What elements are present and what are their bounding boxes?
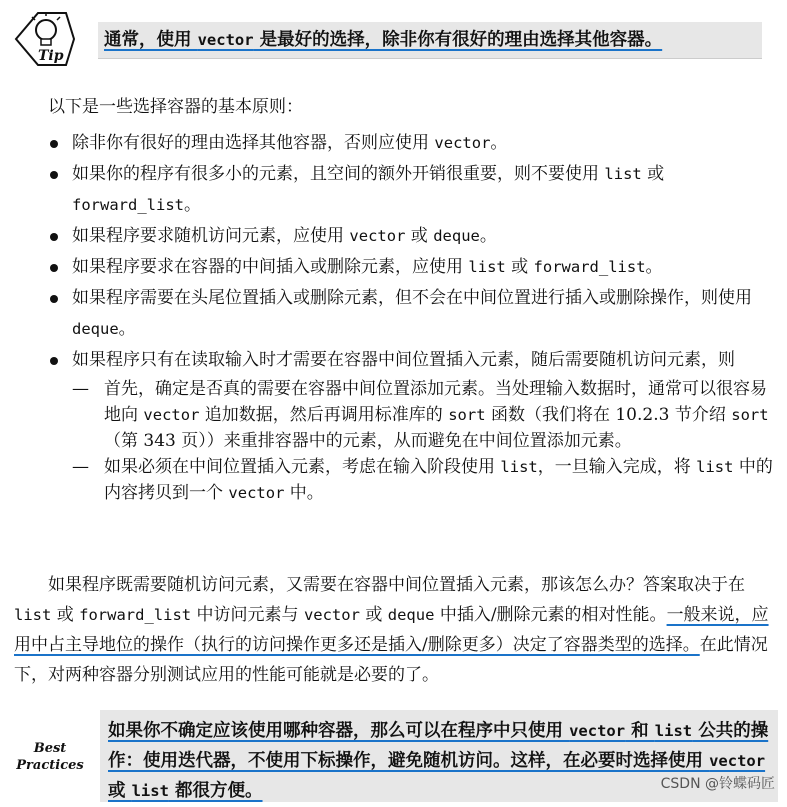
list-item: 如果你的程序有很多小的元素，且空间的额外开销很重要，则不要使用 list 或 forward_list。 <box>72 159 776 221</box>
best-practices-text: 如果你不确定应该使用哪种容器，那么可以在程序中只使用 vector 和 list 公共的操作：使用迭代器，不使用下标操作，避免随机访问。这样，在必要时选择使用 vector 或 list 都很方便。 <box>108 721 769 801</box>
sub-list-item: — 首先，确定是否真的需要在容器中间位置添加元素。当处理输入数据时，通常可以很容易地向 vector 追加数据，然后再调用标准库的 sort 函数（我们将在 10.2.3 节介绍 sort（第 343 页））来重排容器中的元素，从而避免在中间位置添加元素。 <box>104 376 776 454</box>
guideline-list <box>0 128 787 506</box>
list-item: 如果程序要求随机访问元素，应使用 vector 或 deque。 <box>72 221 776 252</box>
lightbulb-tip-icon <box>8 8 82 70</box>
best-label: Best <box>33 741 67 756</box>
intro-text: 以下是一些选择容器的基本原则： <box>48 97 303 117</box>
sub-list-item: — 如果必须在中间位置插入元素，考虑在输入阶段使用 list，一旦输入完成，将 list 中的内容拷贝到一个 vector 中。 <box>104 454 776 506</box>
tip-label: Tip <box>38 48 64 64</box>
watermark: CSDN @铃蝶码匠 <box>660 776 775 792</box>
tip-text: 通常，使用 vector 是最好的选择，除非你有很好的理由选择其他容器。 <box>104 30 663 50</box>
dash-marker: — <box>72 457 89 477</box>
best-practices-icon <box>12 736 88 776</box>
list-item: 如果程序需要在头尾位置插入或删除元素，但不会在中间位置进行插入或删除操作，则使用 deque。 <box>72 283 776 345</box>
highlighted-sentence: 一般来说，应用中占主导地位的操作（执行的访问操作更多还是插入/删除更多）决定了容器类型的选择。 <box>14 605 769 655</box>
practices-label: Practices <box>16 758 84 773</box>
list-item: 除非你有很好的理由选择其他容器，否则应使用 vector。 <box>72 128 776 159</box>
tip-callout <box>8 8 768 62</box>
body-paragraph: 如果程序既需要随机访问元素，又需要在容器中间位置插入元素，那该怎么办？答案取决于在 list 或 forward_list 中访问元素与 vector 或 deque 中插入/删除元素的相对性能。一般来说，应用中占主导地位的操作（执行的访问操作更多还是插入/删除更多）决定了容器类型的选择。在此情况下，对两种容器分别测试应用的性能可能就是必要的了。 <box>14 575 769 685</box>
list-item: 如果程序只有在读取输入时才需要在容器中间位置插入元素，随后需要随机访问元素，则 <box>72 345 776 376</box>
dash-marker: — <box>72 379 89 399</box>
list-item: 如果程序要求在容器的中间插入或删除元素，应使用 list 或 forward_list。 <box>72 252 776 283</box>
